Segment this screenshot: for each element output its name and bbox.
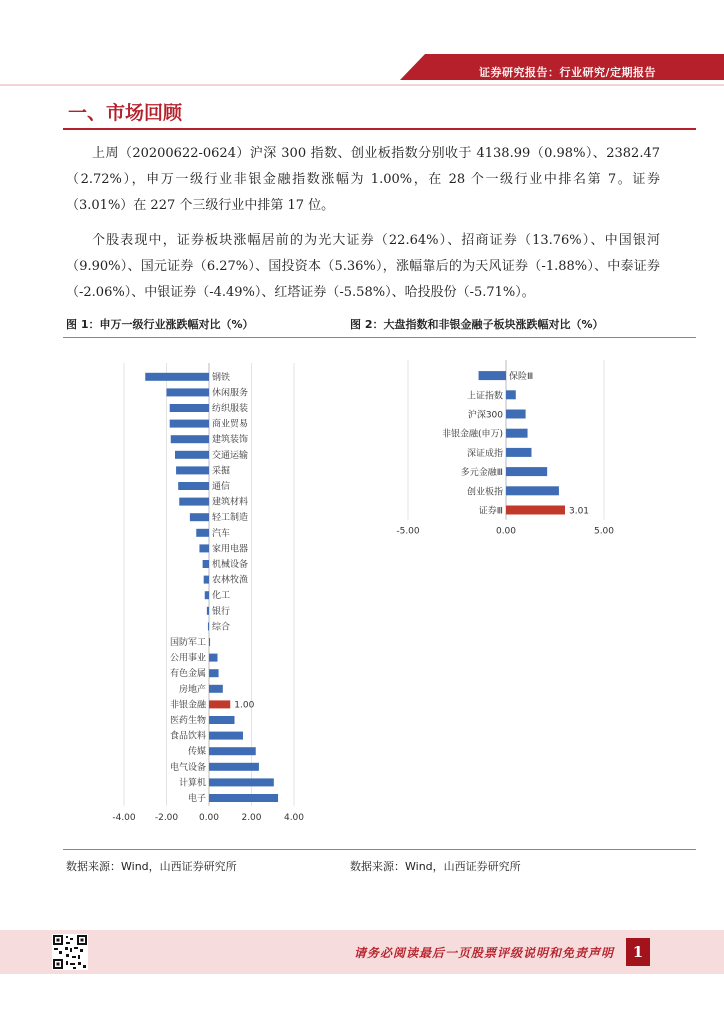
bar-上证指数 [506, 390, 516, 399]
industry-change-chart [66, 344, 336, 834]
bar-多元金融Ⅲ [506, 467, 547, 476]
category-label: 化工 [212, 591, 231, 602]
disclaimer-notice: 请务必阅读最后一页股票评级说明和免责声明 [353, 946, 614, 960]
data-label: 3.01 [568, 506, 590, 517]
category-label: 商业贸易 [212, 419, 249, 430]
bar-国防军工 [209, 638, 210, 646]
bar-计算机 [209, 778, 274, 786]
figure-2-source: 数据来源：Wind，山西证券研究所 [350, 860, 521, 873]
category-label: 沪深300 [467, 410, 503, 421]
x-tick-label: -4.00 [112, 812, 136, 823]
index-sector-change-chart [368, 344, 668, 544]
bar-深证成指 [506, 448, 531, 457]
category-label: 多元金融Ⅲ [460, 468, 503, 479]
bar-非银金融(申万) [506, 429, 528, 438]
category-label: 上证指数 [466, 391, 503, 402]
category-label: 休闲服务 [212, 388, 249, 399]
category-label: 交通运输 [212, 450, 249, 461]
category-label: 纺织服装 [212, 404, 249, 414]
category-label: 电子 [187, 794, 206, 804]
category-label: 建筑材料 [212, 497, 249, 508]
category-label: 轻工制造 [212, 513, 249, 524]
category-label: 公用事业 [169, 653, 206, 664]
x-tick-label: 5.00 [593, 526, 615, 537]
qr-code-icon [52, 934, 88, 970]
bar-传媒 [209, 747, 256, 755]
bar-轻工制造 [190, 513, 209, 521]
category-label: 证券Ⅲ [478, 506, 503, 517]
category-label: 传媒 [187, 747, 206, 758]
category-label: 钢铁 [212, 372, 231, 383]
category-label: 创业板指 [466, 487, 503, 498]
category-label: 有色金属 [169, 669, 206, 680]
bar-食品饮料 [209, 732, 243, 740]
category-label: 通信 [212, 482, 231, 492]
market-review-paragraph-1: 上周（20200622-0624）沪深 300 指数、创业板指数分别收于 4138.99（0.98%）、2382.47（2.72%），申万一级行业非银金融指数涨幅为 1.00%，在 28 个一级行业中排名第 7。证券（3.01%）在 227 个三级行业中排第 17 位。 [66, 146, 660, 213]
figure-1-title: 图 1：申万一级行业涨跌幅对比（%） [66, 318, 254, 331]
bar-电子 [209, 794, 278, 802]
category-label: 国防军工 [169, 638, 206, 648]
bar-采掘 [176, 466, 209, 474]
bar-休闲服务 [167, 388, 210, 396]
category-label: 综合 [212, 622, 231, 633]
bar-通信 [178, 482, 209, 490]
bar-钢铁 [145, 373, 209, 381]
bar-非银金融 [209, 700, 230, 708]
bar-综合 [208, 622, 209, 630]
bar-化工 [205, 591, 209, 599]
bar-汽车 [196, 529, 209, 537]
page-number: 1 [626, 938, 650, 966]
bar-农林牧渔 [204, 576, 209, 584]
section-divider [63, 128, 696, 130]
bar-电气设备 [209, 763, 259, 771]
x-tick-label: -5.00 [396, 526, 420, 537]
bar-创业板指 [506, 486, 559, 495]
market-review-paragraph-2: 个股表现中，证券板块涨幅居前的为光大证券（22.64%）、招商证券（13.76%）、中国银河（9.90%）、国元证券（6.27%）、国投资本（5.36%），涨幅靠后的为天风证券（-1.88%）、中泰证券（-2.06%）、中银证券（-4.49%）、红塔证券（-5.58%）、哈投股份（-5.71%）。 [66, 233, 660, 300]
figure-bottom-rule [63, 849, 696, 850]
bar-机械设备 [203, 560, 209, 568]
category-label: 汽车 [212, 528, 231, 539]
category-label: 家用电器 [212, 544, 249, 555]
x-tick-label: 0.00 [198, 812, 220, 823]
category-label: 建筑装饰 [212, 435, 249, 446]
bar-医药生物 [209, 716, 235, 724]
x-tick-label: 4.00 [283, 812, 305, 823]
bar-有色金属 [209, 669, 219, 677]
bar-建筑装饰 [171, 435, 209, 443]
bar-房地产 [209, 685, 223, 693]
category-label: 电气设备 [169, 762, 206, 773]
category-label: 非银金融 [169, 700, 206, 711]
category-label: 计算机 [178, 778, 206, 789]
bar-家用电器 [199, 544, 209, 552]
bar-建筑材料 [179, 498, 209, 506]
figure-1-source: 数据来源：Wind，山西证券研究所 [66, 860, 237, 873]
category-label: 保险Ⅲ [509, 372, 534, 383]
category-label: 银行 [212, 606, 231, 617]
data-label: 1.00 [234, 700, 255, 711]
bar-商业贸易 [170, 420, 209, 428]
bar-沪深300 [506, 410, 526, 419]
bar-证券Ⅲ [506, 506, 565, 515]
section-title: 一、市场回顾 [68, 102, 183, 124]
x-tick-label: -2.00 [154, 812, 179, 823]
figure-top-rule [63, 337, 696, 338]
bar-银行 [207, 607, 209, 615]
category-label: 医药生物 [169, 716, 206, 726]
x-tick-label: 0.00 [495, 526, 517, 537]
bar-交通运输 [175, 451, 209, 459]
category-label: 机械设备 [212, 560, 249, 570]
bar-保险Ⅲ [479, 371, 506, 380]
bar-纺织服装 [170, 404, 209, 412]
category-label: 非银金融(申万) [441, 429, 503, 440]
category-label: 房地产 [178, 684, 206, 695]
category-label: 采掘 [212, 466, 231, 477]
category-label: 农林牧渔 [212, 575, 249, 586]
bar-公用事业 [209, 654, 218, 662]
x-tick-label: 2.00 [241, 812, 262, 823]
category-label: 深证成指 [466, 448, 503, 459]
figure-2-title: 图 2：大盘指数和非银金融子板块涨跌幅对比（%） [350, 318, 604, 331]
category-label: 食品饮料 [169, 731, 206, 742]
report-type-label: 证券研究报告：行业研究/定期报告 [478, 66, 656, 79]
